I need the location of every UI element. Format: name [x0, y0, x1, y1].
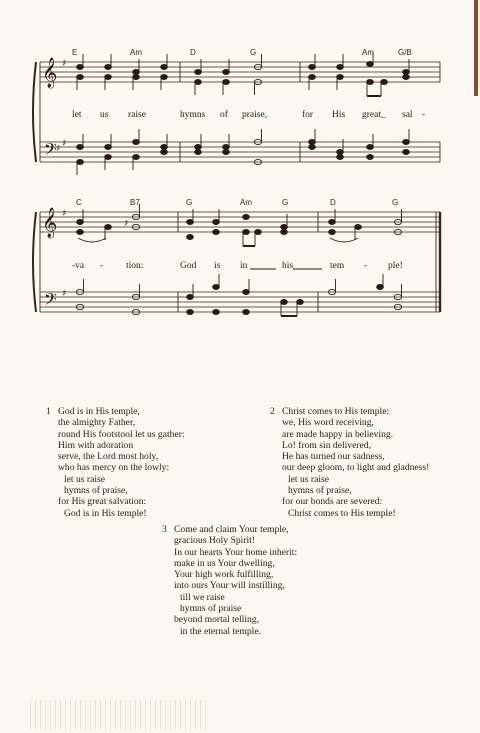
verse-line: are made happy in believing. [282, 428, 394, 440]
paper-speckle [30, 700, 210, 730]
lyric-syllable: praise, [242, 110, 268, 120]
chord-label: Am [130, 48, 142, 57]
lyric-syllable: -va [72, 261, 85, 271]
accidental-bass-1: ♯ [56, 144, 61, 154]
verse-line: beyond mortal telling, [174, 614, 259, 626]
lyric-syllable: his [282, 261, 294, 271]
chord-label: C [76, 198, 82, 207]
bass-notes-2 [76, 274, 401, 316]
bass-clef-2: 𝄢 [44, 289, 57, 313]
verse-line: the almighty Father, [58, 417, 136, 429]
bass-staff-1 [40, 142, 440, 162]
lyric-syllable: raise [128, 110, 146, 120]
lyric-syllable: for [302, 110, 314, 120]
verse-line: let us raise [288, 473, 330, 485]
verse-line: for our bonds are severed: [282, 496, 383, 508]
verse-line: In our hearts Your home inherit: [174, 546, 298, 558]
lyric-syllable: us [100, 110, 109, 120]
verse-line: God is in His temple, [58, 406, 140, 417]
verse-1 [46, 406, 185, 519]
treble-notes-1 [77, 52, 410, 96]
verse-line: in the eternal temple. [180, 625, 261, 637]
brace-1 [33, 62, 36, 162]
lyric-syllable: God [180, 261, 197, 271]
verse-2 [270, 406, 430, 519]
chord-label: G/B [398, 48, 412, 57]
verse-line: till we raise [180, 591, 225, 603]
lyric-syllable: hymns [180, 110, 206, 120]
chord-label: G [250, 48, 257, 57]
verse-line: Come and claim Your temple, [174, 524, 289, 535]
verse-line: into ours Your will instilling, [174, 580, 285, 592]
verse-line: Him with adoration [58, 439, 134, 451]
lyric-syllable: tem [330, 261, 345, 271]
lyric-syllable: - [364, 261, 368, 271]
lyric-syllable: tion: [126, 261, 144, 271]
key-sharp-bass-1: ♯ [62, 139, 67, 149]
verse-line: serve, the Lord most holy, [58, 451, 159, 463]
chord-label: G [282, 198, 289, 207]
lyric-syllable: in [240, 261, 248, 271]
key-sharp-1: ♯ [62, 59, 67, 69]
chord-label: G [186, 198, 193, 207]
verse-number: 3 [162, 524, 167, 535]
key-sharp-bass-2: ♯ [62, 289, 67, 299]
verse-line: round His footstool let us gather: [58, 428, 185, 440]
lyric-syllable: ple! [388, 261, 403, 271]
verse-line: gracious Holy Spirit! [174, 535, 256, 547]
verse-line: Lo! from sin delivered, [282, 439, 371, 451]
verse-line: let us raise [64, 473, 106, 485]
chord-label: D [330, 198, 336, 207]
verse-line: for His great salvation: [58, 496, 147, 508]
verse-number: 1 [46, 406, 51, 417]
verse-line: Christ comes to His temple! [288, 507, 396, 519]
lyric-syllable: sal [402, 110, 413, 120]
verse-line: hymns of praise, [288, 485, 352, 497]
verse-3 [162, 524, 298, 637]
lyric-syllable: - [422, 110, 426, 120]
treble-staff-2 [40, 212, 440, 232]
lyric-syllable: of [220, 110, 228, 120]
lyric-syllable: is [214, 261, 221, 271]
treble-notes-2 [77, 204, 402, 246]
lyric-syllable: great_ [362, 110, 386, 120]
svg-text:♯: ♯ [124, 219, 129, 229]
verse-line: God is in His temple! [64, 507, 147, 519]
verse-number: 2 [270, 406, 275, 417]
verse-line: make in us Your dwelling, [174, 557, 275, 569]
system-1 [33, 48, 440, 175]
chord-label: Am [240, 198, 252, 207]
treble-staff-1 [40, 62, 440, 82]
brace-2 [33, 212, 36, 312]
key-sharp-2: ♯ [62, 209, 67, 219]
chord-label: D [190, 48, 196, 57]
lyric-syllable: - [100, 261, 104, 271]
treble-clef-1: 𝄞 [42, 58, 58, 88]
verse-line: our deep gloom, to light and gladness! [282, 462, 430, 474]
verse-line: who has mercy on the lowly: [58, 462, 170, 474]
verse-line: we, His word receiving, [282, 417, 374, 429]
verse-line: Your high work fulfilling, [174, 569, 274, 581]
verse-line: hymns of praise, [64, 485, 128, 497]
chord-label: G [392, 198, 399, 207]
chord-label: B7 [130, 198, 140, 207]
bass-staff-2 [40, 292, 440, 312]
system-2 [33, 198, 440, 316]
verse-line: hymns of praise [180, 603, 242, 615]
lyric-syllable: let [72, 110, 82, 120]
bass-clef-1: 𝄢 [44, 139, 57, 163]
chord-label: Am [362, 48, 374, 57]
chord-label: E [72, 48, 78, 57]
verse-line: Christ comes to His temple: [282, 406, 390, 417]
treble-clef-2: 𝄞 [42, 208, 58, 238]
lyric-syllable: His [332, 110, 346, 120]
verse-line: He has turned our sadness, [282, 451, 385, 463]
